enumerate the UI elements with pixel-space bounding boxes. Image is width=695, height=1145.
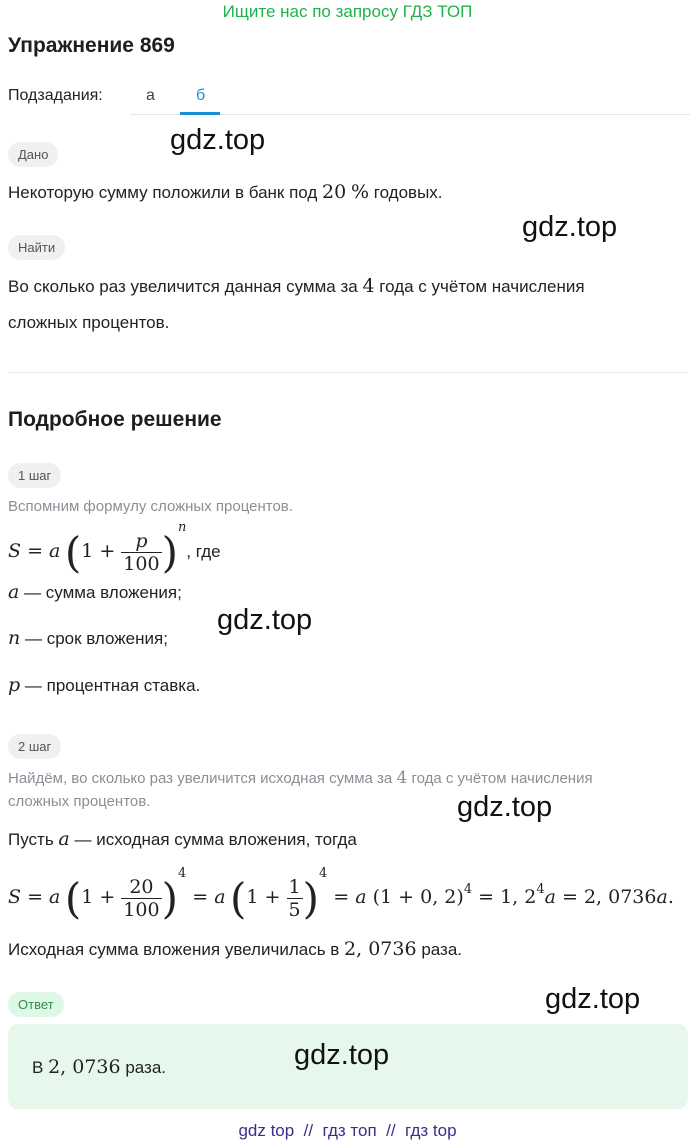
step2-tag: 2 шаг (8, 734, 61, 759)
step2-hint-after: года с учётом начисления (411, 770, 593, 787)
watermark: gdz.top (522, 211, 618, 243)
computation-formula: S = a (1 + $\frac{20}{100}$ )$^4$ = a (1 + $\frac{1}{5}$ )$^4$ = a (1 + 0, 2)$^4$ = 1, $2^4a = 2$, 0736a. (8, 866, 674, 923)
watermark: gdz.top (457, 791, 553, 823)
tab-b[interactable]: б (196, 87, 206, 104)
def-n (8, 626, 168, 651)
answer-prefix: В (32, 1058, 44, 1077)
given-rate: 20 (322, 181, 347, 203)
let-statement (8, 827, 357, 852)
let-symbol: a (58, 828, 70, 850)
answer-text (32, 1055, 166, 1080)
def-n-symbol: n (8, 627, 21, 649)
let-after: — исходная сумма вложения, тогда (74, 830, 357, 849)
find-line-2: сложных процентов. (8, 313, 170, 332)
formula-suffix: , где (186, 542, 221, 561)
find-line-1 (8, 274, 585, 299)
step2-hint-line-1 (8, 766, 593, 791)
let-before: Пусть (8, 830, 54, 849)
watermark: gdz.top (217, 604, 313, 636)
watermark: gdz.top (545, 983, 641, 1015)
find-years: 4 (362, 275, 375, 297)
answer-value: 2, 0736 (48, 1056, 121, 1078)
find-tag: Найти (8, 235, 65, 260)
def-a-text: — сумма вложения; (24, 583, 182, 602)
given-text-before: Некоторую сумму положили в банк под (8, 183, 318, 202)
find-text-before: Во сколько раз увеличится данная сумма за (8, 277, 358, 296)
step1-tag: 1 шаг (8, 463, 61, 488)
result-statement (8, 937, 462, 962)
answer-suffix: раза. (125, 1058, 167, 1077)
compound-interest-formula: S = a (1 + $\frac{p}{100}$ )$^n$, где (8, 520, 221, 577)
result-after: раза. (421, 940, 463, 959)
section-divider (8, 372, 688, 373)
def-p-symbol: p (8, 674, 21, 696)
def-a (8, 580, 182, 605)
step1-hint: Вспомним формулу сложных процентов. (8, 498, 293, 515)
find-text-after: года с учётом начисления (379, 277, 585, 296)
active-tab-indicator (180, 112, 220, 115)
bottom-links[interactable]: gdz top // гдз топ // гдз top (238, 1121, 457, 1140)
step2-hint-before: Найдём, во сколько раз увеличится исходная сумма за (8, 770, 393, 787)
subtasks-label: Подзадания: (8, 87, 103, 104)
def-a-symbol: a (8, 581, 20, 603)
def-p-text: — процентная ставка. (24, 676, 201, 695)
def-p (8, 673, 200, 698)
given-text (8, 180, 443, 205)
watermark: gdz.top (294, 1039, 390, 1071)
given-text-after: годовых. (373, 183, 443, 202)
result-value: 2, 0736 (344, 938, 417, 960)
given-rate-unit: % (350, 181, 370, 203)
given-tag: Дано (8, 142, 58, 167)
solution-heading: Подробное решение (8, 408, 222, 431)
result-before: Исходная сумма вложения увеличилась в (8, 940, 340, 959)
step2-hint-years: 4 (396, 768, 408, 788)
watermark: gdz.top (170, 124, 266, 156)
page-title: Упражнение 869 (8, 34, 175, 57)
top-banner: Ищите нас по запросу ГДЗ ТОП (222, 2, 473, 21)
answer-tag: Ответ (8, 992, 64, 1017)
def-n-text: — срок вложения; (24, 629, 168, 648)
tab-a[interactable]: а (146, 87, 155, 104)
step2-hint-line-2: сложных процентов. (8, 793, 151, 810)
